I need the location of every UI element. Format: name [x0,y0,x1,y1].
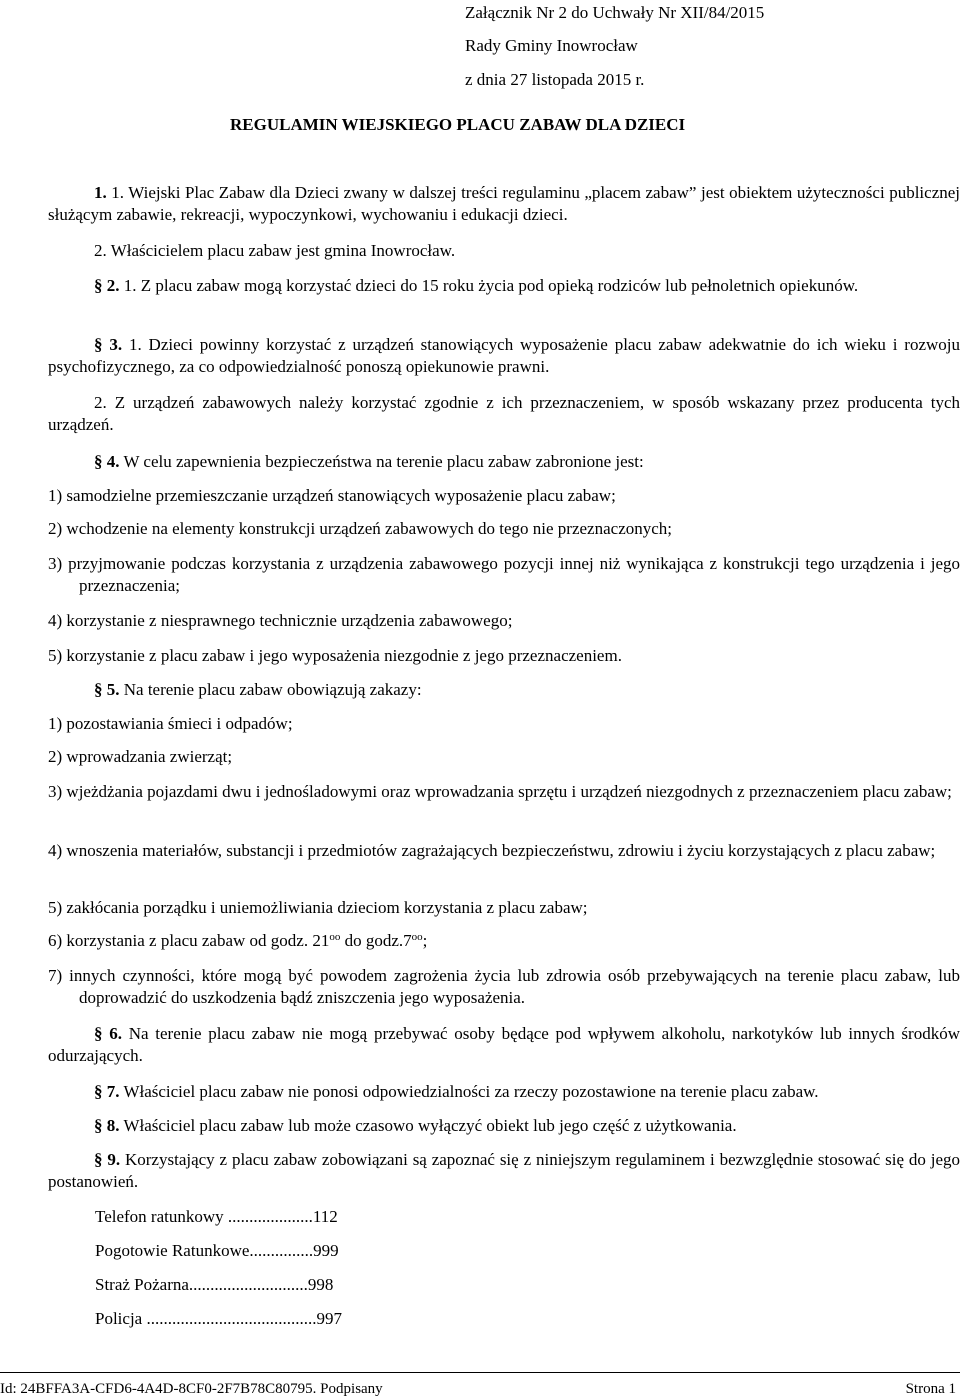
section-3-paragraph-2: 2. Z urządzeń zabawowych należy korzystać zgodnie z ich przeznaczeniem, w sposób wskazany przez producenta tych urządzeń. [48,393,960,434]
section-4-item: 4) korzystanie z niesprawnego technicznie urządzenia zabawowego; [48,611,513,630]
section-3-paragraph-1 [48,334,960,378]
section-1-paragraph-1 [48,182,960,226]
section-5-item-7: 7) innych czynności, które mogą być powodem zagrożenia życia lub zdrowia osób przebywających na terenie placu zabaw, lub doprowadzić do uszkodzenia bądź zniszczenia jego wyposażenia. [48,966,960,1007]
section-4-label: § 4. [94,452,120,471]
section-5-item: 4) wnoszenia materiałów, substancji i przedmiotów zagrażających bezpieczeństwu, zdrowiu i życiu korzystających z placu zabaw; [48,841,936,860]
section-6: § 6. Na terenie placu zabaw nie mogą przebywać osoby będące pod wpływem alkoholu, narkotyków lub innych środków odurzających. [48,1024,960,1065]
section-8: § 8. Właściciel placu zabaw lub może czasowo wyłączyć obiekt lub jego część z użytkowania. [94,1116,737,1135]
phone-fire-brigade: Straż Pożarna............................998 [95,1275,334,1294]
section-5-item: 5) zakłócania porządku i uniemożliwiania dzieciom korzystania z placu zabaw; [48,898,588,917]
section-7-label: § 7. [94,1082,120,1101]
section-2-p1-text: 1. Z placu zabaw mogą korzystać dzieci do 15 roku życia pod opieką rodziców lub pełnoletnich opiekunów. [119,276,859,295]
section-5-item-6: 6) korzystania z placu zabaw od godz. $21^{oo}$ do $godz.7^{oo}$; [48,931,428,950]
section-4-item: 5) korzystanie z placu zabaw i jego wyposażenia niezgodnie z jego przeznaczeniem. [48,646,622,665]
section-4-intro-text: W celu zapewnienia bezpieczeństwa na terenie placu zabaw zabronione jest: [119,452,644,471]
section-5-item: 3) wjeżdżania pojazdami dwu i jednośladowymi oraz wprowadzania sprzętu i urządzeń niezgodnych z przeznaczeniem placu zabaw; [48,782,952,801]
footer-divider [0,1372,960,1373]
header-line-1: Załącznik Nr 2 do Uchwały Nr XII/84/2015 [465,3,765,22]
section-3-label: § 3. [94,335,123,354]
footer-page-number: Strona 1 [905,1381,956,1397]
header-line-2: Rady Gminy Inowrocław [465,36,638,55]
section-4-item: 2) wchodzenie na elementy konstrukcji urządzeń zabawowych do tego nie przeznaczonych; [48,519,673,538]
section-5-intro-text: Na terenie placu zabaw obowiązują zakazy: [119,680,422,699]
section-8-label: § 8. [94,1116,120,1135]
section-5-item: 1) pozostawiania śmieci i odpadów; [48,714,293,733]
phone-ambulance: Pogotowie Ratunkowe...............999 [95,1241,339,1260]
section-1-label: 1. [94,183,107,202]
section-1-p1-number: 1. [111,183,125,202]
section-4-item: 1) samodzielne przemieszczanie urządzeń stanowiących wyposażenie placu zabaw; [48,486,616,505]
section-5-label: § 5. [94,680,120,699]
section-4-item: 3) przyjmowanie podczas korzystania z urządzenia zabawowego pozycji innej niż wynikająca z konstrukcji tego urządzenia i jego przeznaczenia; [48,554,960,595]
section-2-paragraph-1 [48,275,960,297]
section-1-p1-text: Wiejski Plac Zabaw dla Dzieci zwany w dalszej treści regulaminu „placem zabaw” jest obiektem użyteczności publicznej służącym zabawie, rekreacji, wypoczynkowi, wychowaniu i edukacji dzieci. [48,183,960,224]
document-title: REGULAMIN WIEJSKIEGO PLACU ZABAW DLA DZIECI [230,115,686,134]
section-9: § 9. Korzystający z placu zabaw zobowiązani są zapoznać się z niniejszym regulaminem i bezwzględnie stosować się do jego postanowień. [48,1150,960,1191]
phone-police: Policja ........................................997 [95,1309,342,1328]
section-6-label: § 6. [94,1024,122,1043]
section-9-label: § 9. [94,1150,121,1169]
section-2-label: § 2. [94,276,120,295]
section-7: § 7. Właściciel placu zabaw nie ponosi odpowiedzialności za rzeczy pozostawione na terenie placu zabaw. [94,1082,819,1101]
header-line-3: z dnia 27 listopada 2015 r. [465,70,645,89]
section-3-p1-text: 1. Dzieci powinny korzystać z urządzeń stanowiących wyposażenie placu zabaw adekwatnie do ich wieku i rozwoju psychofizycznego, za co odpowiedzialność ponoszą opiekunowie prawni. [48,335,960,376]
phone-emergency: Telefon ratunkowy ....................112 [95,1207,338,1226]
section-4-intro [48,451,960,473]
footer-document-id: Id: 24BFFA3A-CFD6-4A4D-8CF0-2F7B78C80795. Podpisany [0,1381,383,1397]
section-5-item: 2) wprowadzania zwierząt; [48,747,233,766]
section-5-intro [48,679,960,701]
section-1-paragraph-2: 2. Właścicielem placu zabaw jest gmina Inowrocław. [94,241,456,260]
